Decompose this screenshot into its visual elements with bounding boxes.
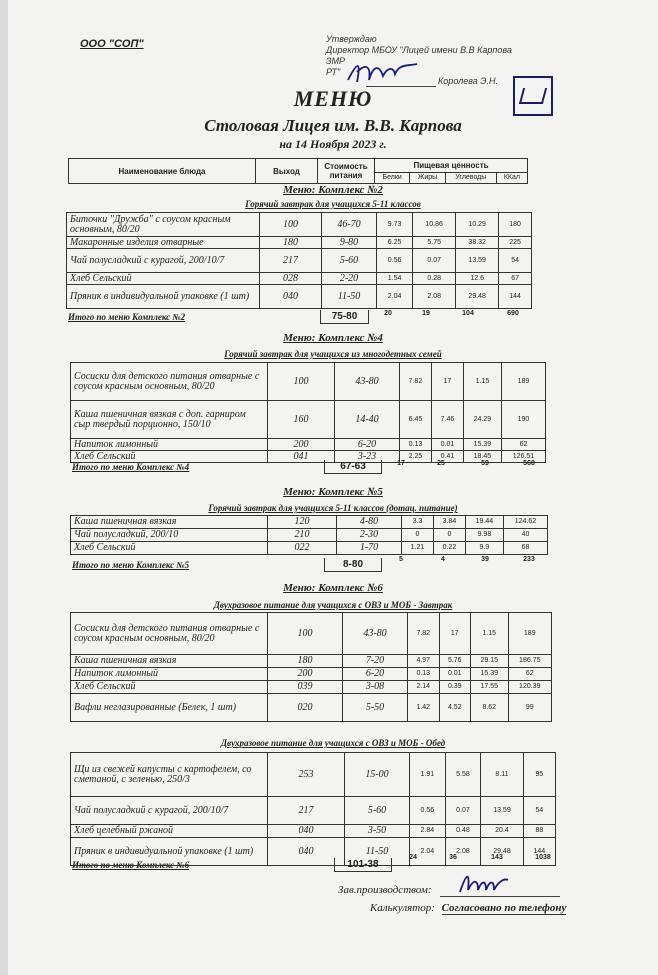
dish-name: Щи из свежей капусты с картофелем, со сметаной, с зеленью, 250/3 — [71, 753, 268, 797]
complex-6-total-cost: 101-38 — [334, 858, 392, 872]
dish-kcal: 99 — [508, 694, 551, 722]
organization-name: ООО "СОП" — [80, 38, 144, 50]
dish-name: Чай полусладкий, 200/10 — [71, 529, 268, 542]
table-row — [71, 825, 556, 838]
dish-price: 6-20 — [343, 668, 408, 681]
complex-2-total-carbs: 104 — [462, 310, 474, 317]
complex-5-total-fats: 4 — [441, 556, 445, 563]
dish-yield: 217 — [260, 249, 322, 273]
dish-carbs: 9.98 — [465, 529, 503, 542]
dish-price: 5-60 — [322, 249, 377, 273]
dish-yield: 210 — [268, 529, 337, 542]
dish-proteins: 2.04 — [377, 285, 413, 309]
dish-yield: 022 — [268, 542, 337, 555]
complex-6-lunch-table — [70, 752, 556, 866]
dish-yield: 040 — [260, 285, 322, 309]
dish-fats: 0.22 — [433, 542, 465, 555]
table-row — [71, 529, 548, 542]
complex-5-total-kcal: 233 — [523, 556, 535, 563]
dish-proteins: 0.13 — [408, 668, 440, 681]
dish-name: Хлеб Сельский — [71, 542, 268, 555]
table-row — [71, 516, 548, 529]
calculator-row — [370, 902, 566, 915]
dish-price: 3-08 — [343, 681, 408, 694]
table-row — [71, 363, 546, 401]
dish-name: Хлеб Сельский — [71, 451, 268, 463]
dish-proteins: 0 — [402, 529, 434, 542]
director-name: Королева Э.Н. — [438, 76, 498, 86]
dish-proteins: 0.56 — [410, 797, 446, 825]
dish-fats: 4.52 — [439, 694, 471, 722]
dish-proteins: 3.3 — [402, 516, 434, 529]
document-page — [8, 0, 658, 975]
dish-kcal: 189 — [508, 613, 551, 655]
dish-price: 46-70 — [322, 213, 377, 237]
dish-yield: 180 — [268, 655, 343, 668]
dish-name: Сосиски для детского питания отварные с соусом красным основным, 80/20 — [71, 363, 268, 401]
calculator-value: Согласовано по телефону — [441, 902, 567, 914]
dish-carbs: 29.15 — [471, 655, 508, 668]
dish-proteins: 2.14 — [408, 681, 440, 694]
dish-carbs: 29.48 — [481, 838, 523, 866]
dish-proteins: 9.73 — [377, 213, 413, 237]
header-cost: Стоимость питания — [318, 159, 375, 184]
dish-carbs: 9.9 — [465, 542, 503, 555]
dish-kcal: 186.75 — [508, 655, 551, 668]
table-row — [71, 439, 546, 451]
dish-price: 9-80 — [322, 237, 377, 249]
dish-name: Сосиски для детского питания отварные с соусом красным основным, 80/20 — [71, 613, 268, 655]
complex-4-total-cost: 67-63 — [324, 460, 382, 474]
dish-yield: 217 — [268, 797, 345, 825]
dish-fats: 5.58 — [445, 753, 481, 797]
dish-yield: 200 — [268, 439, 335, 451]
complex-2-total-proteins: 20 — [384, 310, 392, 317]
table-row — [71, 797, 556, 825]
complex-6-subtitle-lunch: Двухразовое питание для учащихся с ОВЗ и МОБ - Обед — [220, 738, 446, 748]
table-row — [67, 213, 532, 237]
dish-price: 43-80 — [343, 613, 408, 655]
dish-kcal: 88 — [523, 825, 555, 838]
header-carbs: Углеводы — [445, 172, 496, 183]
dish-price: 11-50 — [322, 285, 377, 309]
dish-carbs: 8.62 — [471, 694, 508, 722]
calculator-label: Калькулятор: — [370, 902, 435, 914]
complex-5-table — [70, 515, 548, 555]
dish-price: 1-70 — [337, 542, 402, 555]
complex-5-total-proteins: 5 — [399, 556, 403, 563]
dish-fats: 7.46 — [431, 401, 463, 439]
dish-fats: 0.39 — [439, 681, 471, 694]
dish-fats: 2.08 — [445, 838, 481, 866]
dish-price: 14-40 — [335, 401, 400, 439]
dish-kcal: 120.39 — [508, 681, 551, 694]
table-row — [71, 668, 552, 681]
dish-kcal: 62 — [501, 439, 545, 451]
table-row — [67, 237, 532, 249]
dish-yield: 040 — [268, 838, 345, 866]
table-row — [71, 655, 552, 668]
dish-kcal: 67 — [499, 273, 532, 285]
dish-carbs: 24.29 — [463, 401, 501, 439]
dish-yield: 120 — [268, 516, 337, 529]
dish-kcal: 190 — [501, 401, 545, 439]
dish-name: Биточки "Дружба" с соусом красным основным, 80/20 — [67, 213, 260, 237]
dish-carbs: 1.15 — [463, 363, 501, 401]
dish-yield: 041 — [268, 451, 335, 463]
dish-carbs: 15.39 — [471, 668, 508, 681]
dish-fats: 10.86 — [413, 213, 456, 237]
dish-proteins: 0.13 — [400, 439, 432, 451]
dish-price: 15-00 — [345, 753, 410, 797]
dish-yield: 040 — [268, 825, 345, 838]
dish-name: Пряник в индивидуальной упаковке (1 шт) — [67, 285, 260, 309]
table-row — [71, 694, 552, 722]
dish-carbs: 8.11 — [481, 753, 523, 797]
dish-yield: 160 — [268, 401, 335, 439]
complex-2-table — [66, 212, 532, 309]
dish-name: Каша пшеничная вязкая — [71, 655, 268, 668]
dish-price: 6-20 — [335, 439, 400, 451]
dish-name: Макаронные изделия отварные — [67, 237, 260, 249]
dish-carbs: 13.59 — [456, 249, 499, 273]
dish-proteins: 7.82 — [400, 363, 432, 401]
dish-carbs: 10.29 — [456, 213, 499, 237]
complex-4-total-label: Итого по меню Комплекс №4 — [72, 462, 190, 472]
table-row — [71, 613, 552, 655]
complex-5-total-carbs: 39 — [481, 556, 489, 563]
dish-carbs: 20.4 — [481, 825, 523, 838]
dish-kcal: 95 — [523, 753, 555, 797]
production-manager-label: Зав.производством: — [338, 884, 432, 896]
dish-fats: 0.07 — [413, 249, 456, 273]
dish-name: Пряник в индивидуальной упаковке (1 шт) — [71, 838, 268, 866]
dish-kcal: 144 — [523, 838, 555, 866]
menu-header-table — [68, 158, 528, 184]
dish-yield: 200 — [268, 668, 343, 681]
dish-fats: 17 — [431, 363, 463, 401]
complex-4-total-kcal: 568 — [523, 460, 535, 467]
dish-name: Каша пшеничная вязкая — [71, 516, 268, 529]
menu-date: на 14 Ноября 2023 г. — [279, 137, 387, 151]
dish-price: 3-50 — [345, 825, 410, 838]
complex-4-total-carbs: 59 — [481, 460, 489, 467]
approval-line-1: Утверждаю — [326, 34, 377, 44]
table-row — [71, 401, 546, 439]
dish-kcal: 40 — [503, 529, 547, 542]
dish-proteins: 2.25 — [400, 451, 432, 463]
complex-6-breakfast-table — [70, 612, 552, 722]
dish-carbs: 18.45 — [463, 451, 501, 463]
complex-6-total-carbs: 143 — [491, 854, 503, 861]
dish-fats: 3.84 — [433, 516, 465, 529]
dish-proteins: 1.21 — [402, 542, 434, 555]
dish-name: Вафли неглазированные (Белек, 1 шт) — [71, 694, 268, 722]
dish-yield: 180 — [260, 237, 322, 249]
dish-carbs: 12.6 — [456, 273, 499, 285]
dish-kcal: 225 — [499, 237, 532, 249]
header-fats: Жиры — [410, 172, 445, 183]
complex-2-total-kcal: 690 — [507, 310, 519, 317]
header-kcal: ККал — [496, 172, 527, 183]
approval-line-3: РТ" — [326, 67, 341, 77]
dish-fats: 5.75 — [413, 237, 456, 249]
dish-name: Каша пшеничная вязкая с доп. гарниром сыр твердый порционно, 150/10 — [71, 401, 268, 439]
dish-kcal: 189 — [501, 363, 545, 401]
dish-price: 2-30 — [337, 529, 402, 542]
dish-carbs: 17.55 — [471, 681, 508, 694]
complex-6-total-fats: 36 — [449, 854, 457, 861]
header-yield: Выход — [256, 159, 318, 184]
dish-proteins: 6.25 — [377, 237, 413, 249]
dish-proteins: 1.54 — [377, 273, 413, 285]
dish-proteins: 2.84 — [410, 825, 446, 838]
table-row — [71, 542, 548, 555]
complex-5-total-label: Итого по меню Комплекс №5 — [72, 560, 190, 570]
complex-4-title: Меню: Комплекс №4 — [283, 332, 383, 344]
header-proteins: Белки — [375, 172, 410, 183]
dish-carbs: 15.39 — [463, 439, 501, 451]
dish-fats: 0.07 — [445, 797, 481, 825]
director-signature — [343, 58, 423, 88]
table-row — [67, 249, 532, 273]
table-row — [67, 285, 532, 309]
complex-6-total-kcal: 1038 — [535, 854, 551, 861]
complex-6-total-proteins: 24 — [409, 854, 417, 861]
complex-4-total-proteins: 17 — [397, 460, 405, 467]
dish-proteins: 1.42 — [408, 694, 440, 722]
dish-fats: 5.76 — [439, 655, 471, 668]
dish-fats: 0.01 — [439, 668, 471, 681]
complex-5-total-cost: 8-80 — [324, 558, 382, 572]
complex-2-total-cost: 75-80 — [320, 310, 369, 324]
complex-4-subtitle: Горячий завтрак для учащихся из многодетных семей — [224, 349, 442, 359]
dish-name: Хлеб Сельский — [67, 273, 260, 285]
dish-kcal: 54 — [499, 249, 532, 273]
dish-proteins: 1.91 — [410, 753, 446, 797]
dish-kcal: 124.62 — [503, 516, 547, 529]
dish-price: 43-80 — [335, 363, 400, 401]
header-nutrition: Пищевая ценность — [375, 159, 528, 173]
dish-kcal: 126.51 — [501, 451, 545, 463]
dish-price: 11-50 — [345, 838, 410, 866]
dish-price: 7-20 — [343, 655, 408, 668]
complex-6-title: Меню: Комплекс №6 — [283, 582, 383, 594]
dish-name: Хлеб целебный ржаной — [71, 825, 268, 838]
dish-carbs: 29.48 — [456, 285, 499, 309]
dish-kcal: 54 — [523, 797, 555, 825]
complex-4-table — [70, 362, 546, 463]
dish-price: 2-20 — [322, 273, 377, 285]
complex-5-subtitle: Горячий завтрак для учащихся 5-11 классов (дотац. питание) — [208, 503, 458, 513]
complex-4-total-fats: 25 — [437, 460, 445, 467]
dish-fats: 0.48 — [445, 825, 481, 838]
dish-proteins: 6.45 — [400, 401, 432, 439]
table-row — [71, 753, 556, 797]
table-row — [71, 681, 552, 694]
complex-5-title: Меню: Комплекс №5 — [283, 486, 383, 498]
approval-line-2: Директор МБОУ "Лицей имени В.В Карпова ЗМР — [326, 45, 512, 66]
dish-yield: 028 — [260, 273, 322, 285]
dish-yield: 100 — [268, 613, 343, 655]
dish-kcal: 144 — [499, 285, 532, 309]
dish-carbs: 38.32 — [456, 237, 499, 249]
dish-carbs: 13.59 — [481, 797, 523, 825]
dish-name: Чай полусладкий с курагой, 200/10/7 — [67, 249, 260, 273]
complex-2-title: Меню: Комплекс №2 — [283, 184, 383, 196]
dish-carbs: 19.44 — [465, 516, 503, 529]
dish-name: Хлеб Сельский — [71, 681, 268, 694]
dish-proteins: 4.97 — [408, 655, 440, 668]
dish-price: 5-50 — [343, 694, 408, 722]
dish-kcal: 180 — [499, 213, 532, 237]
complex-6-subtitle-breakfast: Двухразовое питание для учащихся с ОВЗ и МОБ - Завтрак — [213, 600, 453, 610]
page-subtitle: Столовая Лицея им. В.В. Карпова — [204, 116, 462, 135]
dish-kcal: 62 — [508, 668, 551, 681]
dish-yield: 100 — [260, 213, 322, 237]
dish-name: Напиток лимонный — [71, 439, 268, 451]
dish-yield: 100 — [268, 363, 335, 401]
dish-fats: 0.28 — [413, 273, 456, 285]
dish-proteins: 7.82 — [408, 613, 440, 655]
page-title: МЕНЮ — [293, 86, 373, 111]
complex-2-total-fats: 19 — [422, 310, 430, 317]
dish-price: 5-60 — [345, 797, 410, 825]
dish-yield: 253 — [268, 753, 345, 797]
complex-6-total-label: Итого по меню Комплекс №6 — [72, 860, 190, 870]
dish-kcal: 68 — [503, 542, 547, 555]
header-name: Наименование блюда — [69, 159, 256, 184]
table-row — [67, 273, 532, 285]
dish-proteins: 0.56 — [377, 249, 413, 273]
dish-fats: 0.41 — [431, 451, 463, 463]
dish-yield: 020 — [268, 694, 343, 722]
production-signature — [452, 868, 512, 898]
dish-fats: 0.01 — [431, 439, 463, 451]
dish-fats: 17 — [439, 613, 471, 655]
dish-price: 4-80 — [337, 516, 402, 529]
dish-name: Чай полусладкий с курагой, 200/10/7 — [71, 797, 268, 825]
dish-fats: 2.08 — [413, 285, 456, 309]
dish-proteins: 2.04 — [410, 838, 446, 866]
dish-carbs: 1.15 — [471, 613, 508, 655]
dish-fats: 0 — [433, 529, 465, 542]
dish-price: 3-23 — [335, 451, 400, 463]
complex-2-subtitle: Горячий завтрак для учащихся 5-11 классов — [245, 199, 421, 209]
dish-name: Напиток лимонный — [71, 668, 268, 681]
dish-yield: 039 — [268, 681, 343, 694]
complex-2-total-label: Итого по меню Комплекс №2 — [68, 312, 186, 322]
